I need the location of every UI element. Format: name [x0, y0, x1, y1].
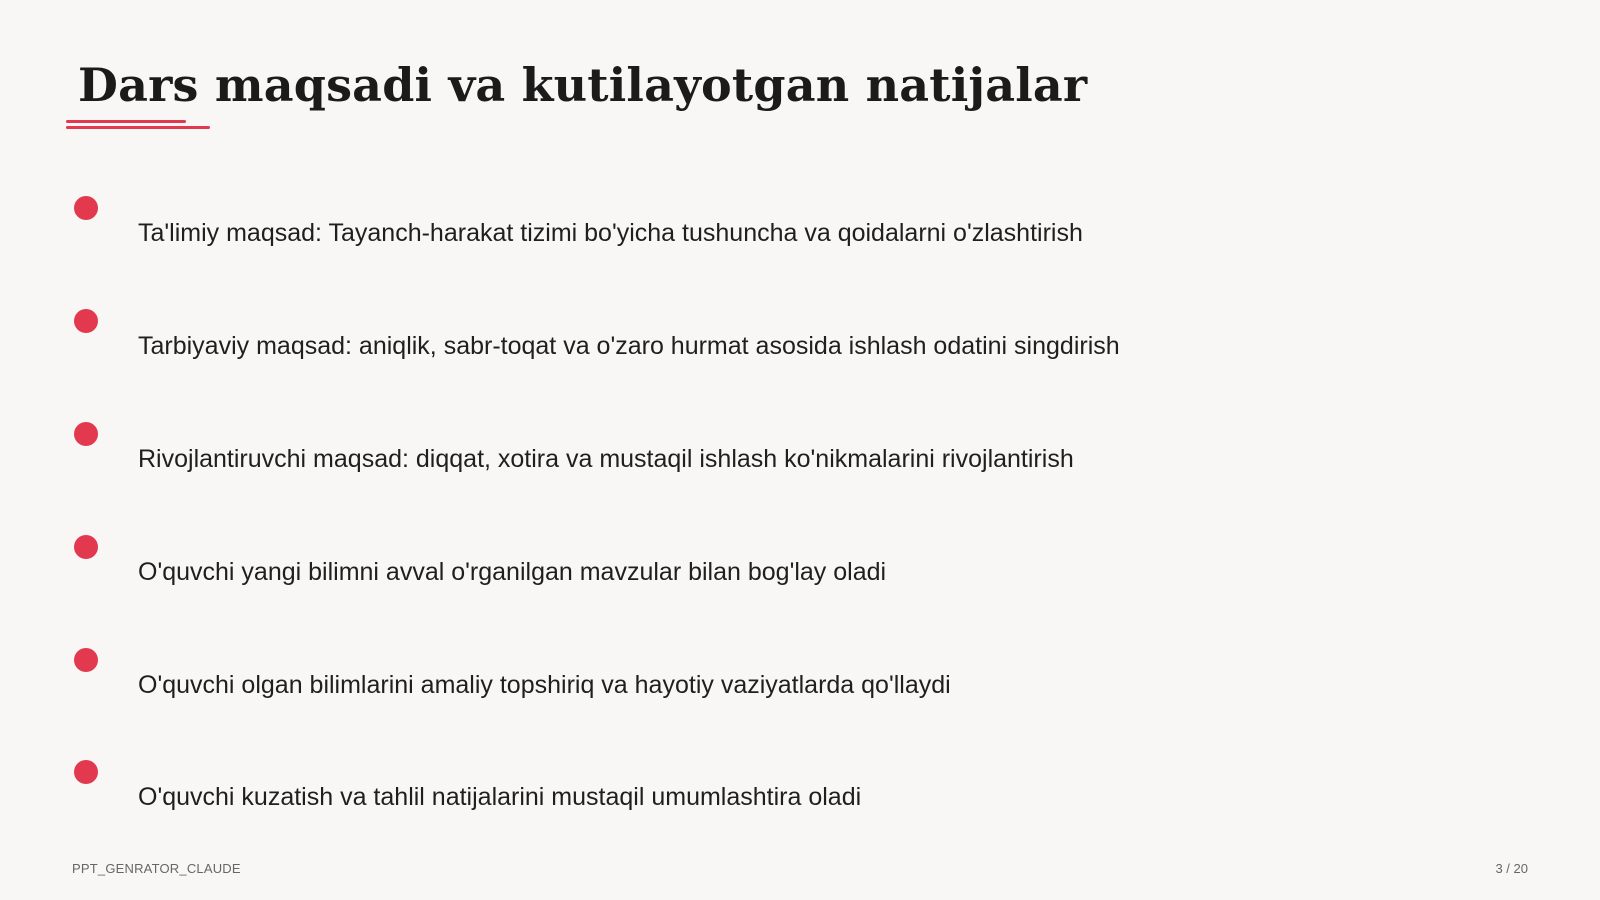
bullet-dot-icon [74, 309, 98, 333]
bullet-dot-icon [74, 535, 98, 559]
bullet-item [0, 648, 1600, 738]
bullet-text: Tarbiyaviy maqsad: aniqlik, sabr-toqat va o'zaro hurmat asosida ishlash odatini singdirish [138, 332, 1120, 360]
bullet-text: Ta'limiy maqsad: Tayanch-harakat tizimi bo'yicha tushuncha va qoidalarni o'zlashtirish [138, 219, 1083, 247]
bullet-item [0, 309, 1600, 399]
bullet-text: O'quvchi kuzatish va tahlil natijalarini mustaqil umumlashtira oladi [138, 783, 862, 811]
bullet-dot-icon [74, 760, 98, 784]
bullet-dot-icon [74, 196, 98, 220]
bullet-text: Rivojlantiruvchi maqsad: diqqat, xotira va mustaqil ishlash ko'nikmalarini rivojlantirish [138, 445, 1074, 473]
bullet-item [0, 422, 1600, 512]
bullet-dot-icon [74, 422, 98, 446]
bullet-item [0, 760, 1600, 850]
bullet-item [0, 196, 1600, 286]
bullet-item [0, 535, 1600, 625]
page-indicator: 3 / 20 [1495, 861, 1528, 876]
bullet-dot-icon [74, 648, 98, 672]
slide-title: Dars maqsadi va kutilayotgan natijalar [78, 58, 1088, 112]
bullet-text: O'quvchi yangi bilimni avval o'rganilgan mavzular bilan bog'lay oladi [138, 558, 887, 586]
bullet-text: O'quvchi olgan bilimlarini amaliy topshiriq va hayotiy vaziyatlarda qo'llaydi [138, 671, 951, 699]
footer-generator-label: PPT_GENRATOR_CLAUDE [72, 861, 241, 876]
